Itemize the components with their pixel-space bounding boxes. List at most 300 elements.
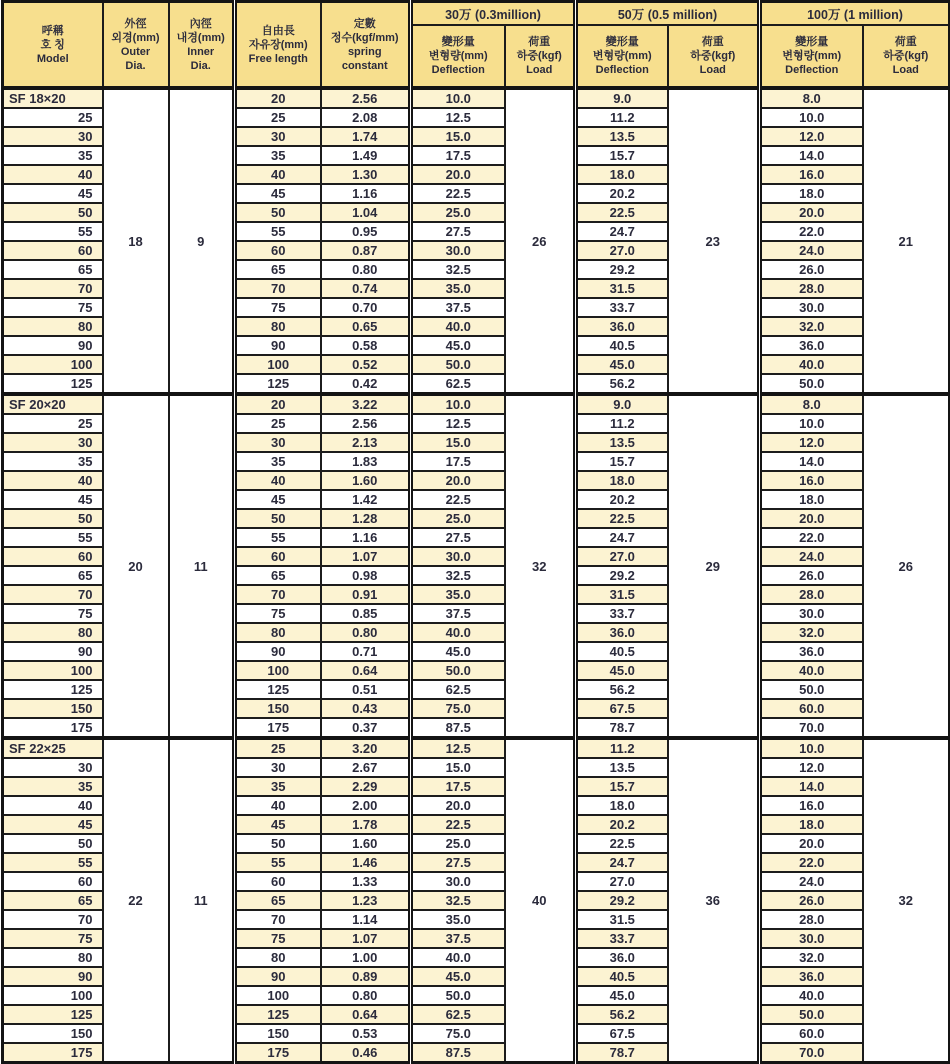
model-cell: SF 18×20 bbox=[3, 88, 103, 108]
model-cell: 150 bbox=[3, 699, 103, 718]
deflection-30-cell: 30.0 bbox=[411, 241, 505, 260]
deflection-100-cell: 70.0 bbox=[760, 1043, 863, 1063]
model-cell: 70 bbox=[3, 910, 103, 929]
free-length-cell: 35 bbox=[235, 146, 321, 165]
model-cell: 65 bbox=[3, 566, 103, 585]
free-length-cell: 90 bbox=[235, 336, 321, 355]
free-length-cell: 25 bbox=[235, 414, 321, 433]
deflection-30-cell: 17.5 bbox=[411, 452, 505, 471]
spring-constant-cell: 3.20 bbox=[321, 738, 411, 758]
load-30-cell: 26 bbox=[505, 88, 576, 394]
spring-constant-cell: 0.58 bbox=[321, 336, 411, 355]
header-deflection-30: 變形量 변형량(mm) Deflection bbox=[411, 25, 505, 88]
header-free-length: 自由長 자유장(mm) Free length bbox=[235, 2, 321, 89]
deflection-100-cell: 40.0 bbox=[760, 986, 863, 1005]
model-cell: 65 bbox=[3, 891, 103, 910]
model-cell: 70 bbox=[3, 279, 103, 298]
free-length-cell: 90 bbox=[235, 967, 321, 986]
model-cell: 30 bbox=[3, 433, 103, 452]
spring-constant-cell: 0.43 bbox=[321, 699, 411, 718]
spring-constant-cell: 1.42 bbox=[321, 490, 411, 509]
spring-constant-cell: 2.56 bbox=[321, 88, 411, 108]
deflection-100-cell: 18.0 bbox=[760, 184, 863, 203]
deflection-100-cell: 22.0 bbox=[760, 853, 863, 872]
header-cycles-30: 30万 (0.3million) bbox=[411, 2, 576, 26]
spring-constant-cell: 0.51 bbox=[321, 680, 411, 699]
spring-constant-cell: 1.49 bbox=[321, 146, 411, 165]
deflection-50-cell: 36.0 bbox=[576, 623, 668, 642]
free-length-cell: 45 bbox=[235, 184, 321, 203]
free-length-cell: 30 bbox=[235, 127, 321, 146]
spring-constant-cell: 0.85 bbox=[321, 604, 411, 623]
spring-constant-cell: 2.67 bbox=[321, 758, 411, 777]
deflection-100-cell: 10.0 bbox=[760, 108, 863, 127]
deflection-50-cell: 56.2 bbox=[576, 374, 668, 394]
model-cell: 40 bbox=[3, 165, 103, 184]
free-length-cell: 100 bbox=[235, 355, 321, 374]
spring-constant-cell: 0.98 bbox=[321, 566, 411, 585]
load-100-cell: 26 bbox=[863, 394, 950, 738]
spring-constant-cell: 2.13 bbox=[321, 433, 411, 452]
model-cell: 55 bbox=[3, 853, 103, 872]
spring-constant-cell: 1.16 bbox=[321, 184, 411, 203]
deflection-100-cell: 16.0 bbox=[760, 471, 863, 490]
free-length-cell: 60 bbox=[235, 872, 321, 891]
spring-constant-cell: 1.78 bbox=[321, 815, 411, 834]
deflection-30-cell: 27.5 bbox=[411, 853, 505, 872]
deflection-30-cell: 25.0 bbox=[411, 834, 505, 853]
spring-constant-cell: 0.46 bbox=[321, 1043, 411, 1063]
free-length-cell: 60 bbox=[235, 547, 321, 566]
deflection-50-cell: 18.0 bbox=[576, 471, 668, 490]
deflection-50-cell: 11.2 bbox=[576, 108, 668, 127]
model-cell: SF 20×20 bbox=[3, 394, 103, 414]
model-cell: 60 bbox=[3, 547, 103, 566]
deflection-50-cell: 56.2 bbox=[576, 1005, 668, 1024]
spring-constant-cell: 0.95 bbox=[321, 222, 411, 241]
deflection-30-cell: 27.5 bbox=[411, 222, 505, 241]
deflection-50-cell: 33.7 bbox=[576, 929, 668, 948]
model-cell: 55 bbox=[3, 528, 103, 547]
deflection-30-cell: 22.5 bbox=[411, 815, 505, 834]
spring-constant-cell: 1.30 bbox=[321, 165, 411, 184]
free-length-cell: 30 bbox=[235, 433, 321, 452]
table-header bbox=[3, 2, 950, 89]
deflection-30-cell: 35.0 bbox=[411, 910, 505, 929]
deflection-50-cell: 13.5 bbox=[576, 433, 668, 452]
model-cell: 40 bbox=[3, 796, 103, 815]
spring-constant-cell: 0.80 bbox=[321, 623, 411, 642]
deflection-50-cell: 67.5 bbox=[576, 1024, 668, 1043]
deflection-50-cell: 36.0 bbox=[576, 948, 668, 967]
deflection-30-cell: 62.5 bbox=[411, 680, 505, 699]
free-length-cell: 70 bbox=[235, 279, 321, 298]
model-cell: 35 bbox=[3, 452, 103, 471]
load-50-cell: 23 bbox=[668, 88, 760, 394]
deflection-30-cell: 62.5 bbox=[411, 374, 505, 394]
deflection-30-cell: 32.5 bbox=[411, 891, 505, 910]
spring-spec-table bbox=[1, 0, 950, 1064]
free-length-cell: 125 bbox=[235, 1005, 321, 1024]
spring-constant-cell: 1.33 bbox=[321, 872, 411, 891]
deflection-50-cell: 31.5 bbox=[576, 279, 668, 298]
deflection-30-cell: 35.0 bbox=[411, 585, 505, 604]
model-cell: 45 bbox=[3, 815, 103, 834]
deflection-100-cell: 26.0 bbox=[760, 566, 863, 585]
free-length-cell: 40 bbox=[235, 796, 321, 815]
free-length-cell: 45 bbox=[235, 815, 321, 834]
model-cell: SF 22×25 bbox=[3, 738, 103, 758]
model-cell: 65 bbox=[3, 260, 103, 279]
deflection-30-cell: 15.0 bbox=[411, 433, 505, 452]
deflection-100-cell: 32.0 bbox=[760, 317, 863, 336]
deflection-100-cell: 40.0 bbox=[760, 661, 863, 680]
deflection-100-cell: 20.0 bbox=[760, 834, 863, 853]
model-cell: 75 bbox=[3, 298, 103, 317]
deflection-50-cell: 9.0 bbox=[576, 394, 668, 414]
free-length-cell: 150 bbox=[235, 699, 321, 718]
free-length-cell: 100 bbox=[235, 661, 321, 680]
deflection-100-cell: 24.0 bbox=[760, 547, 863, 566]
deflection-100-cell: 18.0 bbox=[760, 490, 863, 509]
deflection-30-cell: 20.0 bbox=[411, 796, 505, 815]
model-cell: 30 bbox=[3, 758, 103, 777]
deflection-50-cell: 40.5 bbox=[576, 336, 668, 355]
deflection-50-cell: 29.2 bbox=[576, 260, 668, 279]
deflection-100-cell: 28.0 bbox=[760, 279, 863, 298]
deflection-100-cell: 14.0 bbox=[760, 146, 863, 165]
deflection-100-cell: 12.0 bbox=[760, 758, 863, 777]
spring-constant-cell: 0.87 bbox=[321, 241, 411, 260]
deflection-50-cell: 27.0 bbox=[576, 872, 668, 891]
outer-dia-cell: 20 bbox=[103, 394, 169, 738]
model-cell: 50 bbox=[3, 834, 103, 853]
model-cell: 80 bbox=[3, 623, 103, 642]
model-cell: 175 bbox=[3, 1043, 103, 1063]
model-cell: 45 bbox=[3, 490, 103, 509]
free-length-cell: 40 bbox=[235, 165, 321, 184]
deflection-100-cell: 36.0 bbox=[760, 642, 863, 661]
spring-constant-cell: 0.74 bbox=[321, 279, 411, 298]
free-length-cell: 35 bbox=[235, 777, 321, 796]
free-length-cell: 65 bbox=[235, 566, 321, 585]
free-length-cell: 75 bbox=[235, 929, 321, 948]
spring-constant-cell: 1.07 bbox=[321, 547, 411, 566]
free-length-cell: 90 bbox=[235, 642, 321, 661]
deflection-30-cell: 87.5 bbox=[411, 1043, 505, 1063]
deflection-30-cell: 87.5 bbox=[411, 718, 505, 738]
header-deflection-50: 變形量 변형량(mm) Deflection bbox=[576, 25, 668, 88]
deflection-100-cell: 18.0 bbox=[760, 815, 863, 834]
free-length-cell: 50 bbox=[235, 509, 321, 528]
model-cell: 25 bbox=[3, 108, 103, 127]
deflection-100-cell: 26.0 bbox=[760, 891, 863, 910]
deflection-30-cell: 30.0 bbox=[411, 872, 505, 891]
deflection-50-cell: 45.0 bbox=[576, 986, 668, 1005]
model-cell: 50 bbox=[3, 203, 103, 222]
header-model: 呼稱 호 칭 Model bbox=[3, 2, 103, 89]
deflection-30-cell: 45.0 bbox=[411, 967, 505, 986]
deflection-100-cell: 10.0 bbox=[760, 738, 863, 758]
deflection-30-cell: 15.0 bbox=[411, 758, 505, 777]
free-length-cell: 35 bbox=[235, 452, 321, 471]
load-50-cell: 29 bbox=[668, 394, 760, 738]
deflection-50-cell: 22.5 bbox=[576, 509, 668, 528]
deflection-100-cell: 50.0 bbox=[760, 374, 863, 394]
header-cycles-50: 50万 (0.5 million) bbox=[576, 2, 760, 26]
deflection-30-cell: 12.5 bbox=[411, 738, 505, 758]
deflection-50-cell: 24.7 bbox=[576, 222, 668, 241]
deflection-100-cell: 28.0 bbox=[760, 585, 863, 604]
model-cell: 50 bbox=[3, 509, 103, 528]
table-row bbox=[3, 738, 950, 758]
deflection-100-cell: 16.0 bbox=[760, 165, 863, 184]
model-cell: 40 bbox=[3, 471, 103, 490]
deflection-50-cell: 24.7 bbox=[576, 528, 668, 547]
deflection-50-cell: 27.0 bbox=[576, 547, 668, 566]
table-row bbox=[3, 394, 950, 414]
deflection-100-cell: 32.0 bbox=[760, 623, 863, 642]
deflection-100-cell: 22.0 bbox=[760, 222, 863, 241]
model-cell: 175 bbox=[3, 718, 103, 738]
model-cell: 35 bbox=[3, 146, 103, 165]
model-cell: 80 bbox=[3, 317, 103, 336]
deflection-50-cell: 18.0 bbox=[576, 165, 668, 184]
model-cell: 30 bbox=[3, 127, 103, 146]
spring-constant-cell: 0.64 bbox=[321, 1005, 411, 1024]
deflection-50-cell: 78.7 bbox=[576, 1043, 668, 1063]
deflection-50-cell: 29.2 bbox=[576, 566, 668, 585]
deflection-30-cell: 40.0 bbox=[411, 623, 505, 642]
free-length-cell: 20 bbox=[235, 88, 321, 108]
free-length-cell: 60 bbox=[235, 241, 321, 260]
deflection-100-cell: 8.0 bbox=[760, 88, 863, 108]
spring-constant-cell: 1.28 bbox=[321, 509, 411, 528]
free-length-cell: 30 bbox=[235, 758, 321, 777]
deflection-50-cell: 9.0 bbox=[576, 88, 668, 108]
deflection-100-cell: 16.0 bbox=[760, 796, 863, 815]
deflection-50-cell: 33.7 bbox=[576, 604, 668, 623]
deflection-50-cell: 15.7 bbox=[576, 777, 668, 796]
model-cell: 60 bbox=[3, 872, 103, 891]
deflection-50-cell: 15.7 bbox=[576, 146, 668, 165]
spring-constant-cell: 1.04 bbox=[321, 203, 411, 222]
deflection-50-cell: 20.2 bbox=[576, 490, 668, 509]
free-length-cell: 55 bbox=[235, 853, 321, 872]
deflection-30-cell: 45.0 bbox=[411, 336, 505, 355]
deflection-30-cell: 37.5 bbox=[411, 298, 505, 317]
deflection-50-cell: 22.5 bbox=[576, 203, 668, 222]
free-length-cell: 80 bbox=[235, 948, 321, 967]
free-length-cell: 50 bbox=[235, 834, 321, 853]
deflection-30-cell: 10.0 bbox=[411, 88, 505, 108]
header-inner-dia: 內徑 내경(mm) Inner Dia. bbox=[169, 2, 235, 89]
deflection-30-cell: 50.0 bbox=[411, 355, 505, 374]
spring-constant-cell: 2.56 bbox=[321, 414, 411, 433]
model-cell: 80 bbox=[3, 948, 103, 967]
deflection-30-cell: 22.5 bbox=[411, 490, 505, 509]
deflection-50-cell: 22.5 bbox=[576, 834, 668, 853]
free-length-cell: 80 bbox=[235, 623, 321, 642]
deflection-100-cell: 14.0 bbox=[760, 777, 863, 796]
deflection-100-cell: 22.0 bbox=[760, 528, 863, 547]
free-length-cell: 65 bbox=[235, 891, 321, 910]
deflection-30-cell: 50.0 bbox=[411, 661, 505, 680]
deflection-30-cell: 75.0 bbox=[411, 1024, 505, 1043]
deflection-100-cell: 30.0 bbox=[760, 298, 863, 317]
deflection-50-cell: 31.5 bbox=[576, 910, 668, 929]
deflection-30-cell: 40.0 bbox=[411, 317, 505, 336]
deflection-30-cell: 32.5 bbox=[411, 566, 505, 585]
load-100-cell: 21 bbox=[863, 88, 950, 394]
spring-constant-cell: 1.46 bbox=[321, 853, 411, 872]
deflection-30-cell: 17.5 bbox=[411, 777, 505, 796]
header-outer-dia: 外徑 외경(mm) Outer Dia. bbox=[103, 2, 169, 89]
spring-constant-cell: 2.00 bbox=[321, 796, 411, 815]
model-cell: 150 bbox=[3, 1024, 103, 1043]
deflection-50-cell: 67.5 bbox=[576, 699, 668, 718]
deflection-50-cell: 27.0 bbox=[576, 241, 668, 260]
spring-constant-cell: 1.83 bbox=[321, 452, 411, 471]
free-length-cell: 65 bbox=[235, 260, 321, 279]
deflection-100-cell: 50.0 bbox=[760, 1005, 863, 1024]
free-length-cell: 125 bbox=[235, 680, 321, 699]
deflection-100-cell: 36.0 bbox=[760, 967, 863, 986]
free-length-cell: 125 bbox=[235, 374, 321, 394]
deflection-30-cell: 50.0 bbox=[411, 986, 505, 1005]
model-cell: 70 bbox=[3, 585, 103, 604]
free-length-cell: 55 bbox=[235, 222, 321, 241]
free-length-cell: 100 bbox=[235, 986, 321, 1005]
deflection-30-cell: 12.5 bbox=[411, 108, 505, 127]
outer-dia-cell: 22 bbox=[103, 738, 169, 1063]
spring-constant-cell: 1.60 bbox=[321, 834, 411, 853]
header-load-50: 荷重 하중(kgf) Load bbox=[668, 25, 760, 88]
deflection-30-cell: 40.0 bbox=[411, 948, 505, 967]
spring-constant-cell: 0.80 bbox=[321, 986, 411, 1005]
load-30-cell: 32 bbox=[505, 394, 576, 738]
deflection-30-cell: 45.0 bbox=[411, 642, 505, 661]
spring-constant-cell: 3.22 bbox=[321, 394, 411, 414]
spring-constant-cell: 0.89 bbox=[321, 967, 411, 986]
deflection-100-cell: 24.0 bbox=[760, 241, 863, 260]
deflection-50-cell: 45.0 bbox=[576, 355, 668, 374]
deflection-100-cell: 20.0 bbox=[760, 509, 863, 528]
deflection-100-cell: 26.0 bbox=[760, 260, 863, 279]
deflection-30-cell: 32.5 bbox=[411, 260, 505, 279]
deflection-100-cell: 10.0 bbox=[760, 414, 863, 433]
header-load-30: 荷重 하중(kgf) Load bbox=[505, 25, 576, 88]
free-length-cell: 20 bbox=[235, 394, 321, 414]
inner-dia-cell: 11 bbox=[169, 394, 235, 738]
deflection-50-cell: 18.0 bbox=[576, 796, 668, 815]
deflection-100-cell: 8.0 bbox=[760, 394, 863, 414]
spring-constant-cell: 0.37 bbox=[321, 718, 411, 738]
deflection-50-cell: 78.7 bbox=[576, 718, 668, 738]
deflection-30-cell: 17.5 bbox=[411, 146, 505, 165]
deflection-30-cell: 37.5 bbox=[411, 929, 505, 948]
free-length-cell: 75 bbox=[235, 298, 321, 317]
model-cell: 75 bbox=[3, 604, 103, 623]
model-cell: 100 bbox=[3, 661, 103, 680]
model-cell: 125 bbox=[3, 374, 103, 394]
load-30-cell: 40 bbox=[505, 738, 576, 1063]
free-length-cell: 70 bbox=[235, 585, 321, 604]
deflection-30-cell: 12.5 bbox=[411, 414, 505, 433]
model-cell: 90 bbox=[3, 642, 103, 661]
deflection-50-cell: 45.0 bbox=[576, 661, 668, 680]
deflection-100-cell: 30.0 bbox=[760, 604, 863, 623]
deflection-50-cell: 29.2 bbox=[576, 891, 668, 910]
deflection-100-cell: 36.0 bbox=[760, 336, 863, 355]
deflection-30-cell: 22.5 bbox=[411, 184, 505, 203]
deflection-50-cell: 24.7 bbox=[576, 853, 668, 872]
deflection-50-cell: 11.2 bbox=[576, 738, 668, 758]
deflection-50-cell: 13.5 bbox=[576, 758, 668, 777]
deflection-30-cell: 35.0 bbox=[411, 279, 505, 298]
header-cycles-100: 100万 (1 million) bbox=[760, 2, 950, 26]
model-cell: 25 bbox=[3, 414, 103, 433]
spring-constant-cell: 1.00 bbox=[321, 948, 411, 967]
deflection-100-cell: 20.0 bbox=[760, 203, 863, 222]
inner-dia-cell: 11 bbox=[169, 738, 235, 1063]
model-cell: 125 bbox=[3, 1005, 103, 1024]
spring-constant-cell: 2.08 bbox=[321, 108, 411, 127]
deflection-100-cell: 30.0 bbox=[760, 929, 863, 948]
spring-constant-cell: 0.71 bbox=[321, 642, 411, 661]
deflection-50-cell: 20.2 bbox=[576, 815, 668, 834]
deflection-100-cell: 60.0 bbox=[760, 699, 863, 718]
load-50-cell: 36 bbox=[668, 738, 760, 1063]
deflection-50-cell: 13.5 bbox=[576, 127, 668, 146]
deflection-100-cell: 60.0 bbox=[760, 1024, 863, 1043]
deflection-50-cell: 33.7 bbox=[576, 298, 668, 317]
model-cell: 55 bbox=[3, 222, 103, 241]
spring-constant-cell: 0.42 bbox=[321, 374, 411, 394]
free-length-cell: 25 bbox=[235, 108, 321, 127]
free-length-cell: 25 bbox=[235, 738, 321, 758]
table-row bbox=[3, 88, 950, 108]
deflection-50-cell: 31.5 bbox=[576, 585, 668, 604]
header-load-100: 荷重 하중(kgf) Load bbox=[863, 25, 950, 88]
deflection-100-cell: 12.0 bbox=[760, 433, 863, 452]
deflection-30-cell: 15.0 bbox=[411, 127, 505, 146]
spring-constant-cell: 2.29 bbox=[321, 777, 411, 796]
model-cell: 90 bbox=[3, 336, 103, 355]
deflection-30-cell: 30.0 bbox=[411, 547, 505, 566]
deflection-30-cell: 10.0 bbox=[411, 394, 505, 414]
spring-constant-cell: 0.52 bbox=[321, 355, 411, 374]
free-length-cell: 40 bbox=[235, 471, 321, 490]
deflection-100-cell: 12.0 bbox=[760, 127, 863, 146]
model-cell: 35 bbox=[3, 777, 103, 796]
free-length-cell: 75 bbox=[235, 604, 321, 623]
deflection-30-cell: 20.0 bbox=[411, 165, 505, 184]
free-length-cell: 50 bbox=[235, 203, 321, 222]
free-length-cell: 175 bbox=[235, 718, 321, 738]
deflection-100-cell: 70.0 bbox=[760, 718, 863, 738]
spring-constant-cell: 0.70 bbox=[321, 298, 411, 317]
deflection-100-cell: 40.0 bbox=[760, 355, 863, 374]
spring-constant-cell: 1.23 bbox=[321, 891, 411, 910]
model-cell: 100 bbox=[3, 986, 103, 1005]
spring-constant-cell: 0.91 bbox=[321, 585, 411, 604]
spring-constant-cell: 0.80 bbox=[321, 260, 411, 279]
deflection-100-cell: 32.0 bbox=[760, 948, 863, 967]
header-spring-constant: 定數 정수(kgf/mm) spring constant bbox=[321, 2, 411, 89]
deflection-30-cell: 25.0 bbox=[411, 509, 505, 528]
spring-constant-cell: 0.65 bbox=[321, 317, 411, 336]
